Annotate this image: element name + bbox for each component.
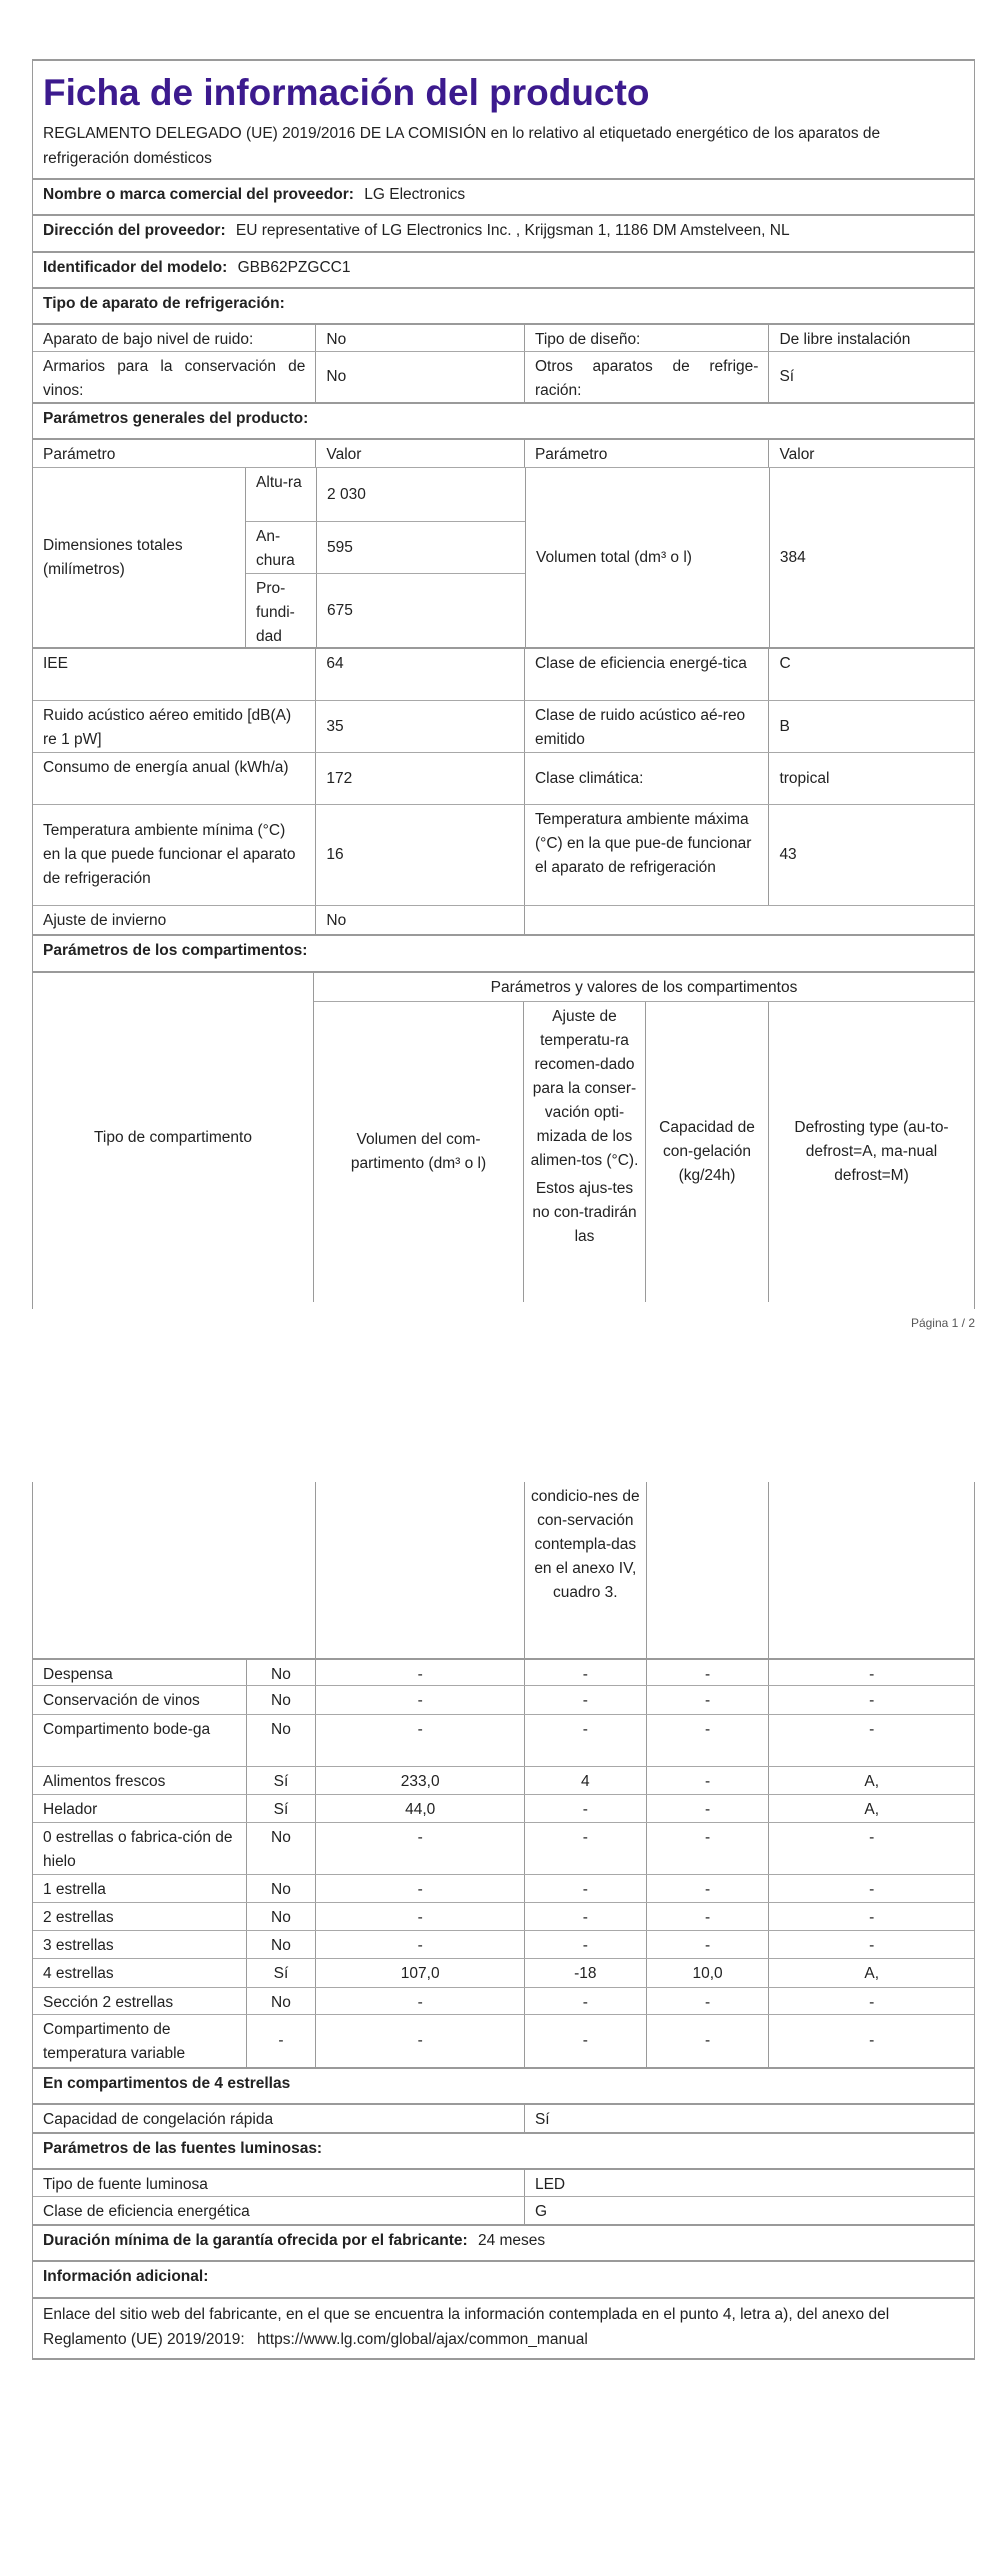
compartment-defrost: - bbox=[768, 1903, 974, 1930]
compartment-freeze: - bbox=[646, 1875, 769, 1902]
compartment-temp: - bbox=[524, 2015, 646, 2067]
compartment-freeze: - bbox=[646, 1795, 769, 1822]
min-temp-label: Temperatura ambiente mínima (°C) en la que puede funcionar el aparato de refrigeración bbox=[43, 822, 296, 887]
noise-value: 35 bbox=[315, 701, 524, 752]
compartment-present: No bbox=[246, 1931, 316, 1958]
model-row bbox=[33, 251, 974, 287]
compartment-volume: - bbox=[315, 1823, 524, 1874]
max-temp-value: 43 bbox=[768, 805, 974, 905]
col-defrost-header: Defrosting type (au-to-defrost=A, ma-nual defrost=M) bbox=[768, 1002, 974, 1302]
compartment-present: No bbox=[246, 1660, 316, 1685]
temperature-row bbox=[33, 804, 974, 905]
noise-label: Ruido acústico aéreo emitido [dB(A) re 1 pW] bbox=[43, 707, 292, 748]
compartment-type-header-cont bbox=[33, 1482, 315, 1658]
compartment-volume: - bbox=[315, 2015, 524, 2067]
max-temp-label: Temperatura ambiente máxima (°C) en la que pue-de funcionar el aparato de refrigeración bbox=[524, 805, 768, 905]
compartment-name: 0 estrellas o fabrica-ción de hielo bbox=[43, 1829, 233, 1870]
compartment-defrost: - bbox=[768, 1875, 974, 1902]
min-temp-value: 16 bbox=[315, 805, 524, 905]
compartment-group-header: Parámetros y valores de los compartimentos bbox=[490, 979, 798, 996]
model-label: Identificador del modelo: bbox=[43, 259, 228, 276]
compartment-volume: - bbox=[315, 1988, 524, 2014]
compartment-row bbox=[33, 1902, 974, 1930]
winter-empty bbox=[524, 906, 974, 934]
header bbox=[33, 61, 974, 178]
compartment-temp: - bbox=[524, 1988, 646, 2014]
compartment-temp: - bbox=[524, 1660, 646, 1685]
compartment-volume: - bbox=[315, 1715, 524, 1766]
design-label: Tipo de diseño: bbox=[524, 325, 768, 351]
compartment-volume: 107,0 bbox=[315, 1959, 524, 1987]
noise-class-value: B bbox=[768, 701, 974, 752]
supplier-address-value: EU representative of LG Electronics Inc. , Krijgsman 1, 1186 DM Amstelveen, NL bbox=[235, 222, 790, 239]
compartment-temp: 4 bbox=[524, 1767, 646, 1794]
compartment-present: Sí bbox=[246, 1959, 316, 1987]
col-temp-header-part2: Estos ajus-tes no con-tradirán las bbox=[532, 1180, 637, 1245]
col-header-param: Parámetro bbox=[43, 446, 116, 463]
col-defrost-header-cont bbox=[768, 1482, 974, 1658]
compartment-name: Despensa bbox=[43, 1666, 113, 1683]
climate-value: tropical bbox=[768, 753, 974, 804]
fast-freeze-row bbox=[33, 2103, 974, 2132]
compartment-present: No bbox=[246, 1875, 316, 1902]
supplier-name-row bbox=[33, 178, 974, 214]
compartment-row bbox=[33, 1930, 974, 1958]
compartment-volume: 233,0 bbox=[315, 1767, 524, 1794]
depth-label: Pro-fundi-dad bbox=[256, 580, 295, 645]
compartment-defrost: - bbox=[768, 1823, 974, 1874]
energy-label: Consumo de energía anual (kWh/a) bbox=[43, 759, 289, 776]
col-header-value: Valor bbox=[315, 440, 524, 467]
wine-label: Armarios para la conservación de vinos: bbox=[43, 358, 306, 399]
volume-label: Volumen total (dm³ o l) bbox=[525, 468, 769, 647]
fast-freeze-value: Sí bbox=[524, 2105, 974, 2132]
low-noise-row bbox=[33, 323, 974, 351]
compartment-row bbox=[33, 1714, 974, 1766]
compartment-temp: - bbox=[524, 1875, 646, 1902]
compartment-present: No bbox=[246, 1903, 316, 1930]
compartments-header-continued bbox=[33, 1482, 974, 1658]
compartments-heading-row bbox=[33, 934, 974, 971]
compartment-present: - bbox=[246, 2015, 316, 2067]
winter-value: No bbox=[315, 906, 524, 934]
additional-heading: Información adicional: bbox=[43, 2268, 209, 2285]
design-value: De libre instalación bbox=[768, 325, 974, 351]
compartment-row bbox=[33, 1685, 974, 1714]
compartment-volume: - bbox=[315, 1931, 524, 1958]
supplier-name-value: LG Electronics bbox=[364, 186, 466, 203]
compartment-row bbox=[33, 1958, 974, 1987]
low-noise-label: Aparato de bajo nivel de ruido: bbox=[43, 331, 254, 348]
compartment-row bbox=[33, 1794, 974, 1822]
compartment-freeze: - bbox=[646, 1823, 769, 1874]
col-volume-header-cont bbox=[315, 1482, 524, 1658]
compartment-row bbox=[33, 1658, 974, 1685]
compartment-freeze: - bbox=[646, 1931, 769, 1958]
compartments-heading: Parámetros de los compartimentos: bbox=[43, 942, 308, 959]
efficiency-class-label: Clase de eficiencia energé-tica bbox=[524, 649, 768, 700]
manufacturer-url-link[interactable]: https://www.lg.com/global/ajax/common_manual bbox=[256, 2331, 588, 2348]
compartment-row bbox=[33, 2014, 974, 2067]
dimensions-row bbox=[33, 467, 974, 647]
fast-freeze-label: Capacidad de congelación rápida bbox=[43, 2111, 274, 2128]
warranty-row bbox=[33, 2224, 974, 2260]
noise-class-label: Clase de ruido acústico aé-reo emitido bbox=[524, 701, 768, 752]
compartment-present: Sí bbox=[246, 1795, 316, 1822]
compartment-name: Compartimento bode-ga bbox=[43, 1721, 211, 1738]
compartment-temp: - bbox=[524, 1903, 646, 1930]
general-heading: Parámetros generales del producto: bbox=[43, 410, 309, 427]
compartment-freeze: - bbox=[646, 1686, 769, 1714]
col-temp-header-part1: Ajuste de temperatu-ra recomen-dado para la conser-vación opti-mizada de los alimen-tos (°C). bbox=[530, 1008, 639, 1169]
compartment-name: Alimentos frescos bbox=[43, 1773, 166, 1790]
general-heading-row bbox=[33, 402, 974, 438]
compartment-row bbox=[33, 1822, 974, 1874]
volume-value: 384 bbox=[769, 468, 974, 647]
col-header-value-2: Valor bbox=[768, 440, 974, 467]
compartment-freeze: - bbox=[646, 1988, 769, 2014]
additional-text: Enlace del sitio web del fabricante, en el que se encuentra la información contemplada en el punto 4, letra a), del anexo del Reglamento (UE) 2019/2019: bbox=[43, 2306, 890, 2348]
compartment-name: Sección 2 estrellas bbox=[43, 1994, 174, 2011]
height-value: 2 030 bbox=[316, 468, 525, 521]
noise-row bbox=[33, 700, 974, 752]
other-appliances-label: Otros aparatos de refrige-ración: bbox=[524, 352, 768, 402]
compartment-volume: - bbox=[315, 1686, 524, 1714]
supplier-address-row bbox=[33, 214, 974, 251]
compartment-present: No bbox=[246, 1988, 316, 2014]
compartment-temp: - bbox=[524, 1686, 646, 1714]
compartment-row bbox=[33, 1987, 974, 2014]
light-class-value: G bbox=[524, 2197, 974, 2224]
light-heading: Parámetros de las fuentes luminosas: bbox=[43, 2140, 323, 2157]
energy-row bbox=[33, 752, 974, 804]
climate-label: Clase climática: bbox=[524, 753, 768, 804]
col-volume-header: Volumen del com-partimento (dm³ o l) bbox=[350, 1131, 487, 1172]
supplier-name-label: Nombre o marca comercial del proveedor: bbox=[43, 186, 354, 203]
compartment-present: No bbox=[246, 1686, 316, 1714]
light-heading-row bbox=[33, 2132, 974, 2168]
compartment-volume: - bbox=[315, 1660, 524, 1685]
compartment-temp: - bbox=[524, 1795, 646, 1822]
compartment-defrost: A, bbox=[768, 1959, 974, 1987]
warranty-label: Duración mínima de la garantía ofrecida por el fabricante: bbox=[43, 2232, 468, 2249]
page-2 bbox=[32, 1482, 975, 2360]
width-value: 595 bbox=[316, 522, 525, 573]
compartment-defrost: A, bbox=[768, 1767, 974, 1794]
compartment-name: 4 estrellas bbox=[43, 1965, 114, 1982]
compartment-freeze: 10,0 bbox=[646, 1959, 769, 1987]
compartment-volume: 44,0 bbox=[315, 1795, 524, 1822]
col-temp-header bbox=[523, 1002, 645, 1302]
appliance-type-heading-row bbox=[33, 287, 974, 323]
col-header-param-2: Parámetro bbox=[524, 440, 768, 467]
compartment-freeze: - bbox=[646, 1715, 769, 1766]
light-type-label: Tipo de fuente luminosa bbox=[43, 2176, 208, 2193]
compartment-temp: - bbox=[524, 1823, 646, 1874]
energy-value: 172 bbox=[315, 753, 524, 804]
winter-label: Ajuste de invierno bbox=[43, 912, 167, 929]
eei-row bbox=[33, 647, 974, 700]
compartment-defrost: - bbox=[768, 2015, 974, 2067]
compartment-defrost: - bbox=[768, 1715, 974, 1766]
col-freeze-header: Capacidad de con-gelación (kg/24h) bbox=[645, 1002, 768, 1302]
regulation-subtitle: REGLAMENTO DELEGADO (UE) 2019/2016 DE LA COMISIÓN en lo relativo al etiquetado energético de los aparatos de refrigeración domésticos bbox=[43, 125, 881, 167]
wine-value: No bbox=[315, 352, 524, 402]
light-class-label: Clase de eficiencia energética bbox=[43, 2203, 250, 2220]
compartment-name: 1 estrella bbox=[43, 1881, 106, 1898]
supplier-address-label: Dirección del proveedor: bbox=[43, 222, 226, 239]
four-star-heading: En compartimentos de 4 estrellas bbox=[43, 2075, 291, 2092]
compartment-present: No bbox=[246, 1823, 316, 1874]
page-1 bbox=[32, 59, 975, 1309]
compartment-type-header: Tipo de compartimento bbox=[94, 1128, 252, 1146]
compartment-temp: - bbox=[524, 1715, 646, 1766]
wine-row bbox=[33, 351, 974, 402]
compartment-name: 2 estrellas bbox=[43, 1909, 114, 1926]
winter-row bbox=[33, 905, 974, 934]
depth-value: 675 bbox=[316, 574, 525, 647]
compartment-defrost: - bbox=[768, 1931, 974, 1958]
low-noise-value: No bbox=[315, 325, 524, 351]
light-type-value: LED bbox=[524, 2170, 974, 2196]
compartment-defrost: - bbox=[768, 1660, 974, 1685]
col-temp-header-part3: condicio-nes de con-servación contempla-das en el anexo IV, cuadro 3. bbox=[524, 1482, 646, 1658]
compartments-header-block bbox=[33, 971, 974, 1302]
height-label: Altu-ra bbox=[256, 474, 302, 491]
model-value: GBB62PZGCC1 bbox=[237, 259, 351, 276]
light-type-row bbox=[33, 2168, 974, 2196]
width-label: An-chura bbox=[256, 528, 295, 569]
eei-value: 64 bbox=[315, 649, 524, 700]
other-appliances-value: Sí bbox=[768, 352, 974, 402]
compartment-name: Helador bbox=[43, 1801, 98, 1818]
compartment-volume: - bbox=[315, 1875, 524, 1902]
compartment-present: No bbox=[246, 1715, 316, 1766]
compartment-temp: - bbox=[524, 1931, 646, 1958]
eei-label: IEE bbox=[43, 655, 68, 672]
general-column-headers bbox=[33, 438, 974, 467]
compartment-freeze: - bbox=[646, 2015, 769, 2067]
compartment-temp: -18 bbox=[524, 1959, 646, 1987]
dimensions-label: Dimensiones totales (milímetros) bbox=[43, 536, 183, 578]
compartment-name: Compartimento de temperatura variable bbox=[43, 2021, 186, 2062]
compartment-defrost: - bbox=[768, 1988, 974, 2014]
compartment-volume: - bbox=[315, 1903, 524, 1930]
four-star-heading-row bbox=[33, 2067, 974, 2103]
compartment-defrost: A, bbox=[768, 1795, 974, 1822]
compartment-freeze: - bbox=[646, 1903, 769, 1930]
col-freeze-header-cont bbox=[646, 1482, 769, 1658]
appliance-type-heading: Tipo de aparato de refrigeración: bbox=[43, 295, 285, 312]
light-class-row bbox=[33, 2196, 974, 2224]
warranty-value: 24 meses bbox=[477, 2232, 546, 2249]
additional-heading-row bbox=[33, 2260, 974, 2297]
page-title: Ficha de información del producto bbox=[43, 72, 650, 113]
compartment-present: Sí bbox=[246, 1767, 316, 1794]
compartment-freeze: - bbox=[646, 1660, 769, 1685]
efficiency-class-value: C bbox=[768, 649, 974, 700]
compartment-defrost: - bbox=[768, 1686, 974, 1714]
page-number: Página 1 / 2 bbox=[910, 1316, 975, 1330]
compartment-row bbox=[33, 1766, 974, 1794]
compartment-row bbox=[33, 1874, 974, 1902]
compartment-name: Conservación de vinos bbox=[43, 1692, 200, 1709]
additional-info-row bbox=[33, 2297, 974, 2357]
compartment-freeze: - bbox=[646, 1767, 769, 1794]
compartment-name: 3 estrellas bbox=[43, 1937, 114, 1954]
